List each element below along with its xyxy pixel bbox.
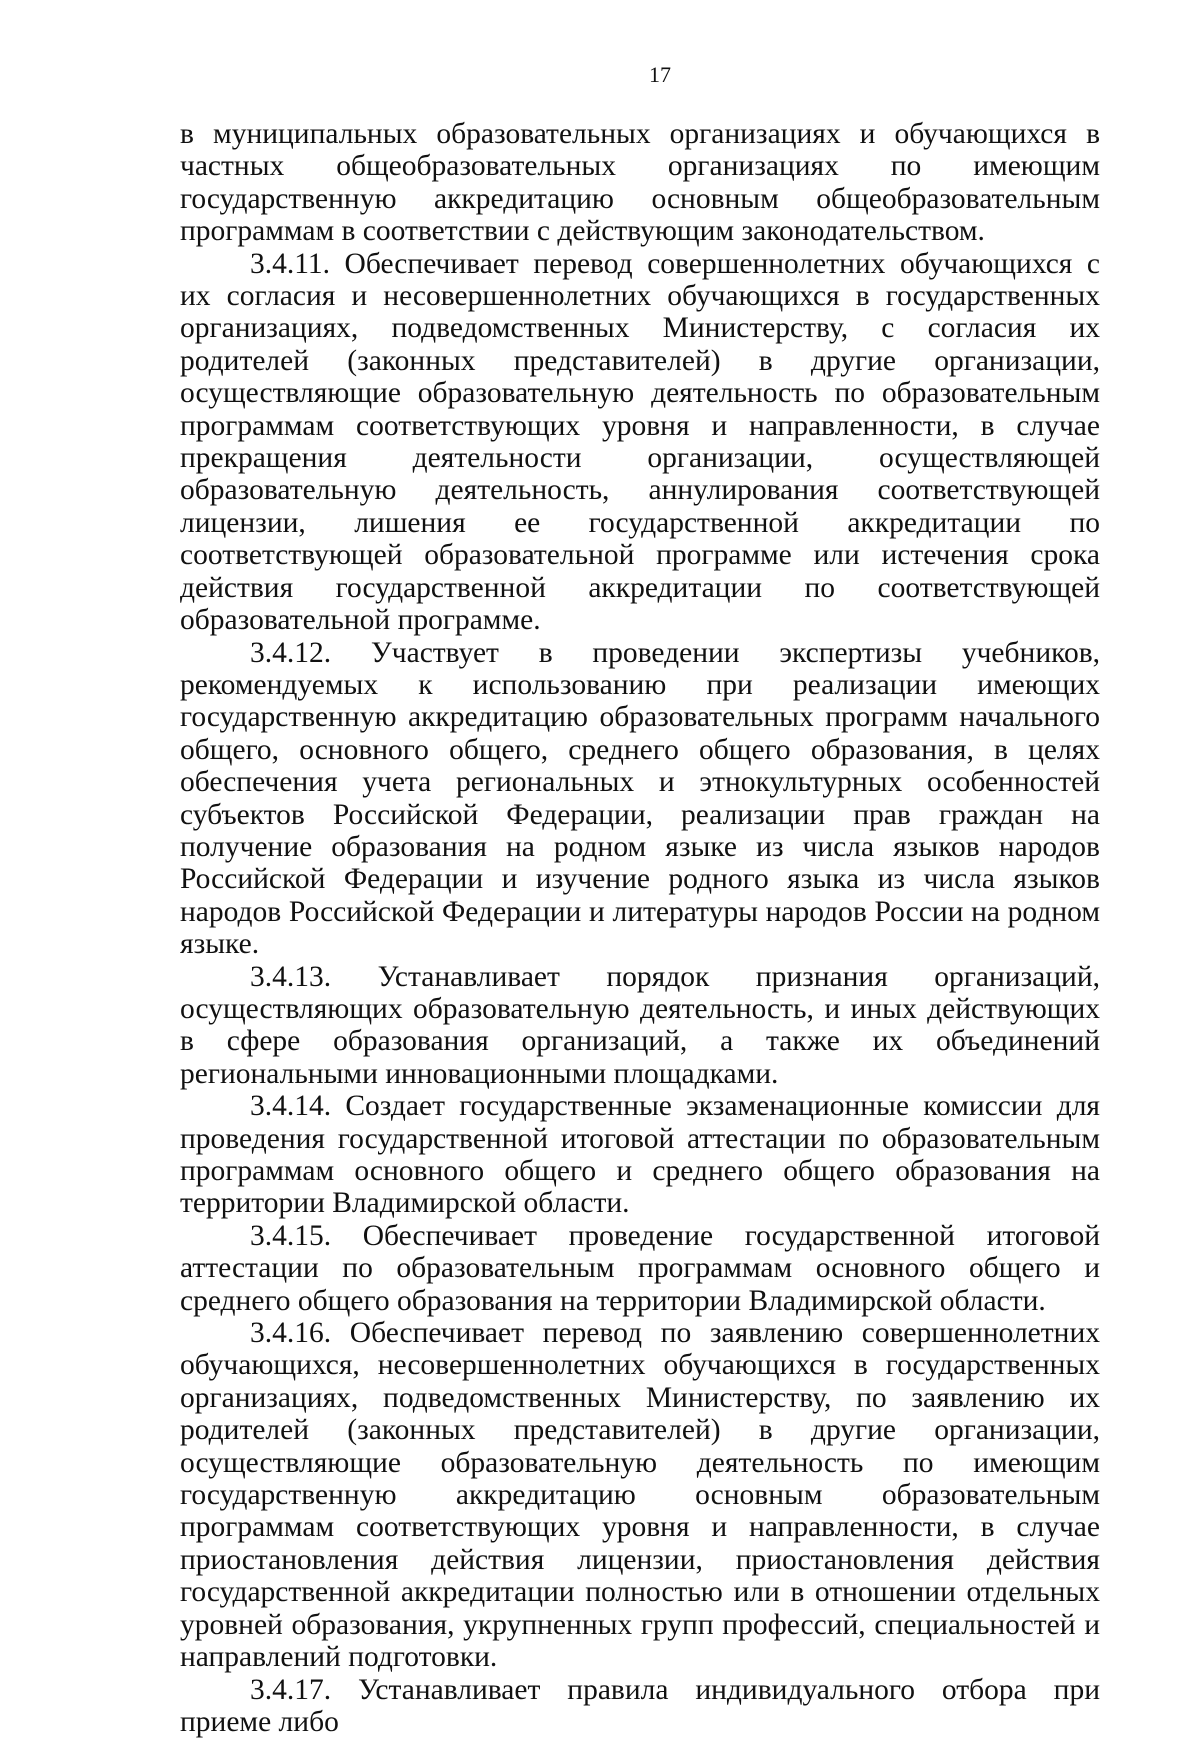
page-number: 17 xyxy=(0,62,1200,88)
paragraph-continuation: в муниципальных образовательных организациях и обучающихся в частных общеобразовательных организациях по имеющим государственную аккредитацию основным общеобразовательным программам в соответствии с действующим законодательством. xyxy=(180,118,1100,248)
paragraph-3-4-15: 3.4.15. Обеспечивает проведение государственной итоговой аттестации по образовательным программам основного общего и среднего общего образования на территории Владимирской области. xyxy=(180,1220,1100,1317)
paragraph-3-4-17: 3.4.17. Устанавливает правила индивидуального отбора при приеме либо xyxy=(180,1674,1100,1738)
paragraph-3-4-11: 3.4.11. Обеспечивает перевод совершеннолетних обучающихся с их согласия и несовершеннолетних обучающихся в государственных организациях, подведомственных Министерству, с согласия их родителей (законных представителей) в другие организации, осуществляющие образовательную деятельность по образовательным программам соответствующих уровня и направленности, в случае прекращения деятельности организации, осуществляющей образовательную деятельность, аннулирования соответствующей лицензии, лишения ее государственной аккредитации по соответствующей образовательной программе или истечения срока действия государственной аккредитации по соответствующей образовательной программе. xyxy=(180,248,1100,637)
document-body xyxy=(180,118,1100,1738)
paragraph-3-4-14: 3.4.14. Создает государственные экзаменационные комиссии для проведения государственной итоговой аттестации по образовательным программам основного общего и среднего общего образования на территории Владимирской области. xyxy=(180,1090,1100,1220)
paragraph-3-4-16: 3.4.16. Обеспечивает перевод по заявлению совершеннолетних обучающихся, несовершеннолетних обучающихся в государственных организациях, подведомственных Министерству, по заявлению их родителей (законных представителей) в другие организации, осуществляющие образовательную деятельность по имеющим государственную аккредитацию основным образовательным программам соответствующих уровня и направленности, в случае приостановления действия лицензии, приостановления действия государственной аккредитации полностью или в отношении отдельных уровней образования, укрупненных групп профессий, специальностей и направлений подготовки. xyxy=(180,1317,1100,1673)
paragraph-3-4-12: 3.4.12. Участвует в проведении экспертизы учебников, рекомендуемых к использованию при реализации имеющих государственную аккредитацию образовательных программ начального общего, основного общего, среднего общего образования, в целях обеспечения учета региональных и этнокультурных особенностей субъектов Российской Федерации, реализации прав граждан на получение образования на родном языке из числа языков народов Российской Федерации и изучение родного языка из числа языков народов Российской Федерации и литературы народов России на родном языке. xyxy=(180,637,1100,961)
paragraph-3-4-13: 3.4.13. Устанавливает порядок признания организаций, осуществляющих образовательную деятельность, и иных действующих в сфере образования организаций, а также их объединений региональными инновационными площадками. xyxy=(180,961,1100,1091)
